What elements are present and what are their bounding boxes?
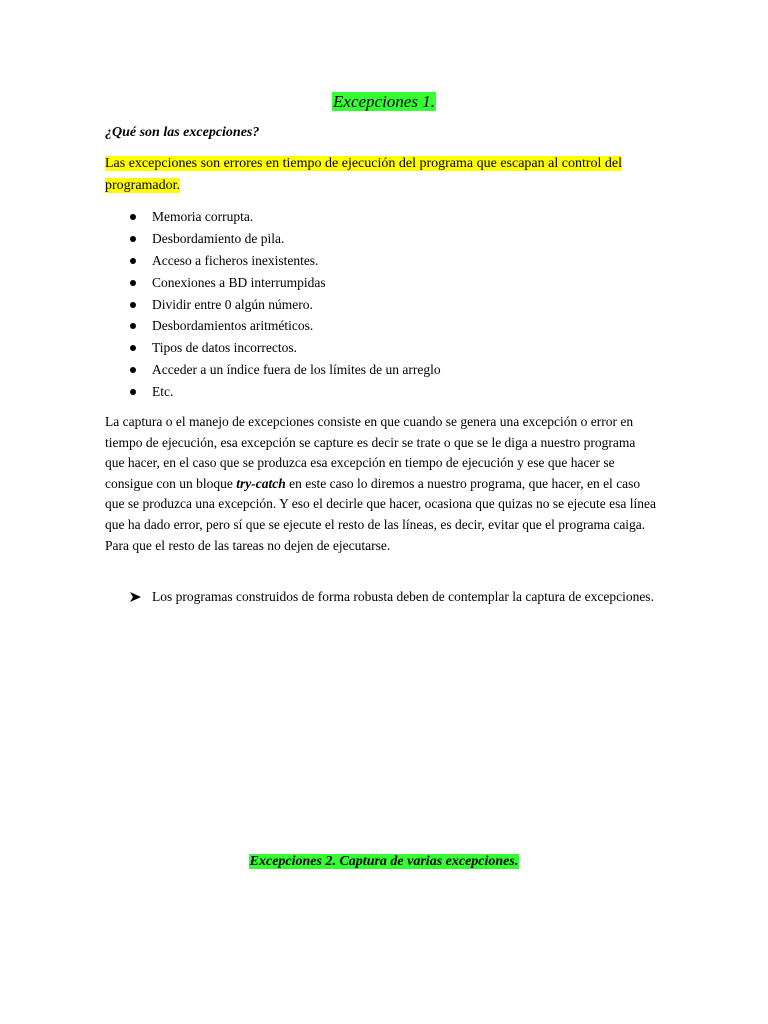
bullet-dot-icon xyxy=(130,345,136,351)
list-item-text: Desbordamiento de pila. xyxy=(152,230,285,246)
section-title-1-text: Excepciones 1. xyxy=(333,92,435,111)
definition-text: Las excepciones son errores en tiempo de ejecución del programa que escapan al control del programador. xyxy=(105,156,623,193)
bullet-dot-icon xyxy=(130,302,136,308)
list-item xyxy=(105,294,665,316)
list-item-text: Etc. xyxy=(152,384,174,400)
list-item-text: Acceder a un índice fuera de los límites de un arreglo xyxy=(152,362,441,378)
section-title-2 xyxy=(0,853,768,871)
list-item xyxy=(105,272,665,294)
list-item xyxy=(105,359,665,381)
bullet-dot-icon xyxy=(130,367,136,373)
paragraph-text-after: en este caso lo diremos a nuestro programa, que hacer, en el caso que se produzca una excepción. Y eso el decirle que hacer, ocasiona que quizas no se ejecute esa línea que ha dado error, pero sí que se ejecute el resto de las líneas, es decir, evitar que el programa caiga. Para que el resto de las tareas no dejen de ejecutarse. xyxy=(105,475,656,553)
bullet-dot-icon xyxy=(130,280,136,286)
list-item-text: Conexiones a BD interrumpidas xyxy=(152,274,326,290)
exception-examples-list xyxy=(105,206,665,403)
list-item xyxy=(105,315,665,337)
list-item-text: Desbordamientos aritméticos. xyxy=(152,318,314,334)
list-item xyxy=(105,337,665,359)
bullet-dot-icon xyxy=(130,214,136,220)
definition-paragraph xyxy=(105,153,665,196)
list-item xyxy=(105,250,665,272)
arrow-list-item xyxy=(105,587,658,608)
arrowhead-bullet-icon xyxy=(129,591,142,603)
section-title-2-text: Excepciones 2. Captura de varias excepciones. xyxy=(249,854,519,869)
list-item xyxy=(105,381,665,403)
bullet-dot-icon xyxy=(130,236,136,242)
bullet-dot-icon xyxy=(130,258,136,264)
list-item xyxy=(105,206,665,228)
bullet-dot-icon xyxy=(130,389,136,395)
list-item xyxy=(105,228,665,250)
list-item-text: Tipos de datos incorrectos. xyxy=(152,340,297,356)
list-item-text: Dividir entre 0 algún número. xyxy=(152,296,313,312)
question-heading: ¿Qué son las excepciones? xyxy=(105,125,260,140)
arrow-list-item-text: Los programas construidos de forma robusta deben de contemplar la captura de excepciones. xyxy=(152,589,654,604)
paragraph-text-before: La captura o el manejo de excepciones consiste en que cuando se genera una excepción o error en tiempo de ejecución, esa excepción se capture es decir se trate o que se le diga a nuestro programa que hacer, en el caso que se produzca esa excepción en tiempo de ejecución y ese que hacer se consigue con un bloque xyxy=(105,414,636,491)
bullet-dot-icon xyxy=(130,323,136,329)
exception-handling-paragraph xyxy=(105,412,658,556)
try-catch-keyword: try-catch xyxy=(236,475,286,491)
list-item-text: Memoria corrupta. xyxy=(152,209,254,224)
list-item-text: Acceso a ficheros inexistentes. xyxy=(152,252,319,268)
section-title-1 xyxy=(0,91,768,113)
